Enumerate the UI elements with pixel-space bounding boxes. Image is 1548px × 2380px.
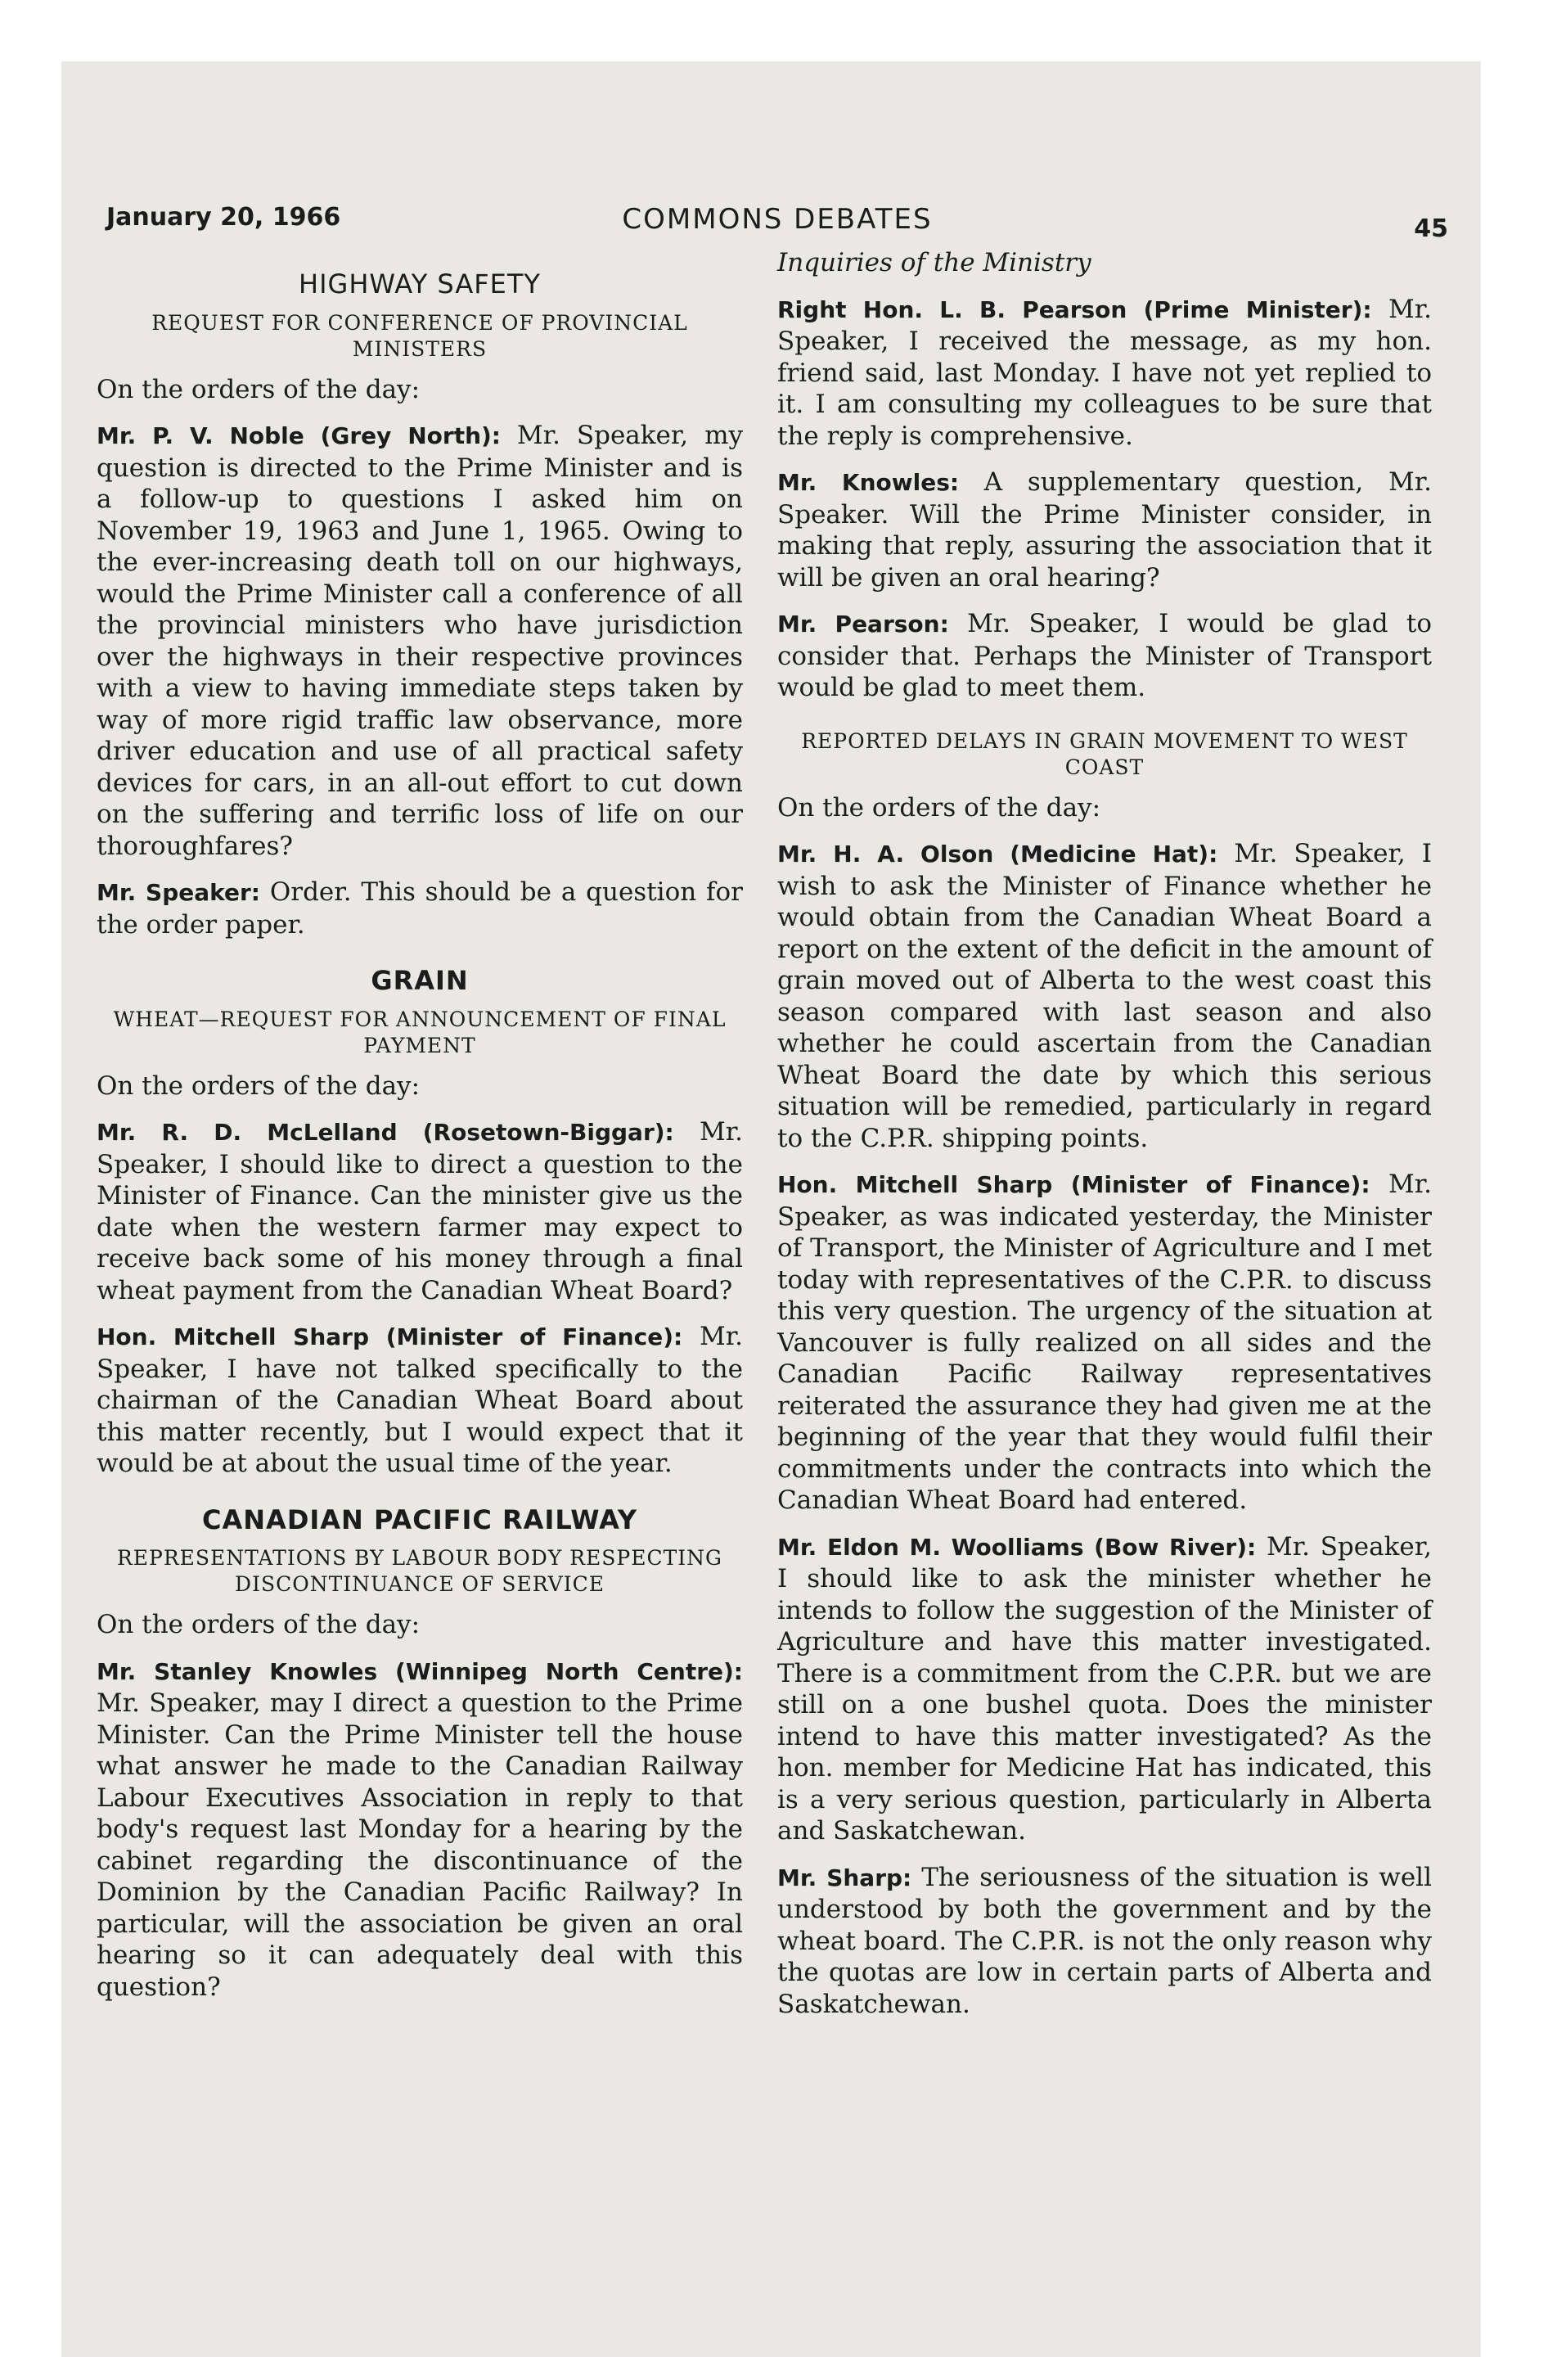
speaker-name: Right Hon. L. B. Pearson (Prime Minister): xyxy=(777,295,1372,323)
speech-text: The seriousness of the situation is well understood by both the government and by the wheat board. The C.P.R. is not the only reason why the quotas are low in certain parts of Alberta and Saskatchewan. xyxy=(777,1862,1432,2019)
grain-heading: GRAIN xyxy=(371,965,469,996)
speaker-name: Mr. Eldon M. Woolliams (Bow River): xyxy=(777,1533,1257,1561)
cpr-heading: CANADIAN PACIFIC RAILWAY xyxy=(202,1503,637,1535)
highway-safety-heading: HIGHWAY SAFETY xyxy=(299,268,541,300)
speech-paragraph xyxy=(777,1862,1432,2021)
speech-text: Mr. Speaker, I would be glad to consider that. Perhaps the Minister of Transport would be glad to meet them. xyxy=(777,609,1433,702)
speaker-name: Mr. Knowles: xyxy=(777,469,960,496)
speaker-name: Mr. P. V. Noble (Grey North): xyxy=(97,422,502,449)
speaker-name: Mr. R. D. McLelland (Rosetown-Biggar): xyxy=(97,1119,674,1146)
speech-text: Mr. Speaker, may I direct a question to the Prime Minister. Can the Prime Minister tell the house what answer he made to the Canadian Railway Labour Executives Association in reply to that body's request last Monday for a hearing by the cabinet regarding the discontinuance of the Dominion by the Canadian Pacific Railway? In particular, will the association be given an oral hearing so it can adequately deal with this question? xyxy=(97,1688,743,2002)
speech-paragraph xyxy=(97,1656,743,2004)
speech-paragraph xyxy=(777,294,1432,453)
speech-text: Order. This should be a question for the order paper. xyxy=(97,877,743,940)
grain-delays-subheading: REPORTED DELAYS IN GRAIN MOVEMENT TO WEST COAST xyxy=(801,728,1408,779)
orders-of-the-day: On the orders of the day: xyxy=(97,1071,421,1101)
speaker-name: Mr. Speaker: xyxy=(97,879,261,906)
speech-text: Mr. Speaker, I wish to ask the Minister of Finance whether he would obtain from the Canadian Wheat Board a report on the extent of the deficit in the amount of grain moved out of Alberta to the west coast this season compared with last season and also whether he could ascertain from the Canadian Wheat Board the date by which this serious situation will be remedied, particularly in regard to the C.P.R. shipping points. xyxy=(777,839,1433,1153)
speech-paragraph xyxy=(97,1321,743,1480)
left-column xyxy=(97,246,743,2017)
orders-of-the-day: On the orders of the day: xyxy=(777,792,1101,823)
speech-paragraph xyxy=(777,608,1432,704)
speaker-name: Hon. Mitchell Sharp (Minister of Finance): xyxy=(97,1323,683,1350)
speech-text: Mr. Speaker, I should like to direct a question to the Minister of Finance. Can the minister give us the date when the western farmer may expect to receive back some of his money through a final wheat payment from the Canadian Wheat Board? xyxy=(97,1117,743,1305)
speaker-name: Mr. Stanley Knowles (Winnipeg North Centre): xyxy=(97,1657,743,1685)
speech-paragraph xyxy=(97,420,743,862)
speech-paragraph xyxy=(777,1531,1432,1847)
header-date: January 20, 1966 xyxy=(106,203,341,232)
speech-paragraph xyxy=(97,877,743,940)
speech-paragraph xyxy=(777,1169,1432,1517)
speech-text: Mr. Speaker, I should like to ask the minister whether he intends to follow the suggestion of the Minister of Agriculture and have this matter investigated. There is a commitment from the C.P.R. but we are still on a one bushel quota. Does the minister intend to have this matter investigated? As the hon. member for Medicine Hat has indicated, this is a very serious question, particularly in Alberta and Saskatchewan. xyxy=(777,1531,1432,1846)
speech-text: A supplementary question, Mr. Speaker. Will the Prime Minister consider, in making that reply, assuring the association that it will be given an oral hearing? xyxy=(777,467,1432,593)
page-number: 45 xyxy=(1414,214,1448,243)
speech-paragraph xyxy=(777,467,1432,593)
speech-paragraph xyxy=(777,838,1432,1154)
orders-of-the-day: On the orders of the day: xyxy=(97,1610,421,1639)
cpr-subheading: REPRESENTATIONS BY LABOUR BODY RESPECTING DISCONTINUANCE OF SERVICE xyxy=(116,1546,723,1596)
speaker-name: Mr. H. A. Olson (Medicine Hat): xyxy=(777,841,1218,868)
page-header xyxy=(106,196,1448,246)
header-title: COMMONS DEBATES xyxy=(622,203,933,236)
orders-of-the-day: On the orders of the day: xyxy=(97,374,421,404)
speech-text: Mr. Speaker, I have not talked specifically to the chairman of the Canadian Wheat Board about this matter recently, but I would expect that it would be at about the usual time of the year. xyxy=(97,1322,744,1478)
right-column xyxy=(777,247,1432,2035)
speaker-name: Mr. Sharp: xyxy=(777,1864,912,1891)
speech-text: Mr. Speaker, as was indicated yesterday, the Minister of Transport, the Minister of Agriculture and I met today with representatives of the C.P.R. to discuss this very question. The urgency of the situation at Vancouver is fully realized on all sides and the Canadian Pacific Railway representatives reiterated the assurance they had given me at the beginning of the year that they would fulfil their commitments under the contracts into which the Canadian Wheat Board had entered. xyxy=(777,1170,1432,1515)
speaker-name: Mr. Pearson: xyxy=(777,611,949,638)
grain-subheading: WHEAT—REQUEST FOR ANNOUNCEMENT OF FINAL PAYMENT xyxy=(113,1007,727,1057)
speech-text: Mr. Speaker, I received the message, as my hon. friend said, last Monday. I have not yet replied to it. I am consulting my colleagues to be sure that the reply is comprehensive. xyxy=(777,294,1432,451)
speech-text: Mr. Speaker, my question is directed to the Prime Minister and is a follow-up to questions I asked him on November 19, 1963 and June 1, 1965. Owing to the ever-increasing death toll on our highways, would the Prime Minister call a conference of all the provincial ministers who have jurisdiction over the highways in their respective provinces with a view to having immediate steps taken by way of more rigid traffic law observance, more driver education and use of all practical safety devices for cars, in an all-out effort to cut down on the suffering and terrific loss of life on our thoroughfares? xyxy=(97,421,743,861)
speech-paragraph xyxy=(97,1116,743,1306)
speaker-name: Hon. Mitchell Sharp (Minister of Finance): xyxy=(777,1171,1370,1198)
running-head: Inquiries of the Ministry xyxy=(777,248,1091,277)
highway-safety-subheading: REQUEST FOR CONFERENCE OF PROVINCIAL MINISTERS xyxy=(151,310,688,361)
